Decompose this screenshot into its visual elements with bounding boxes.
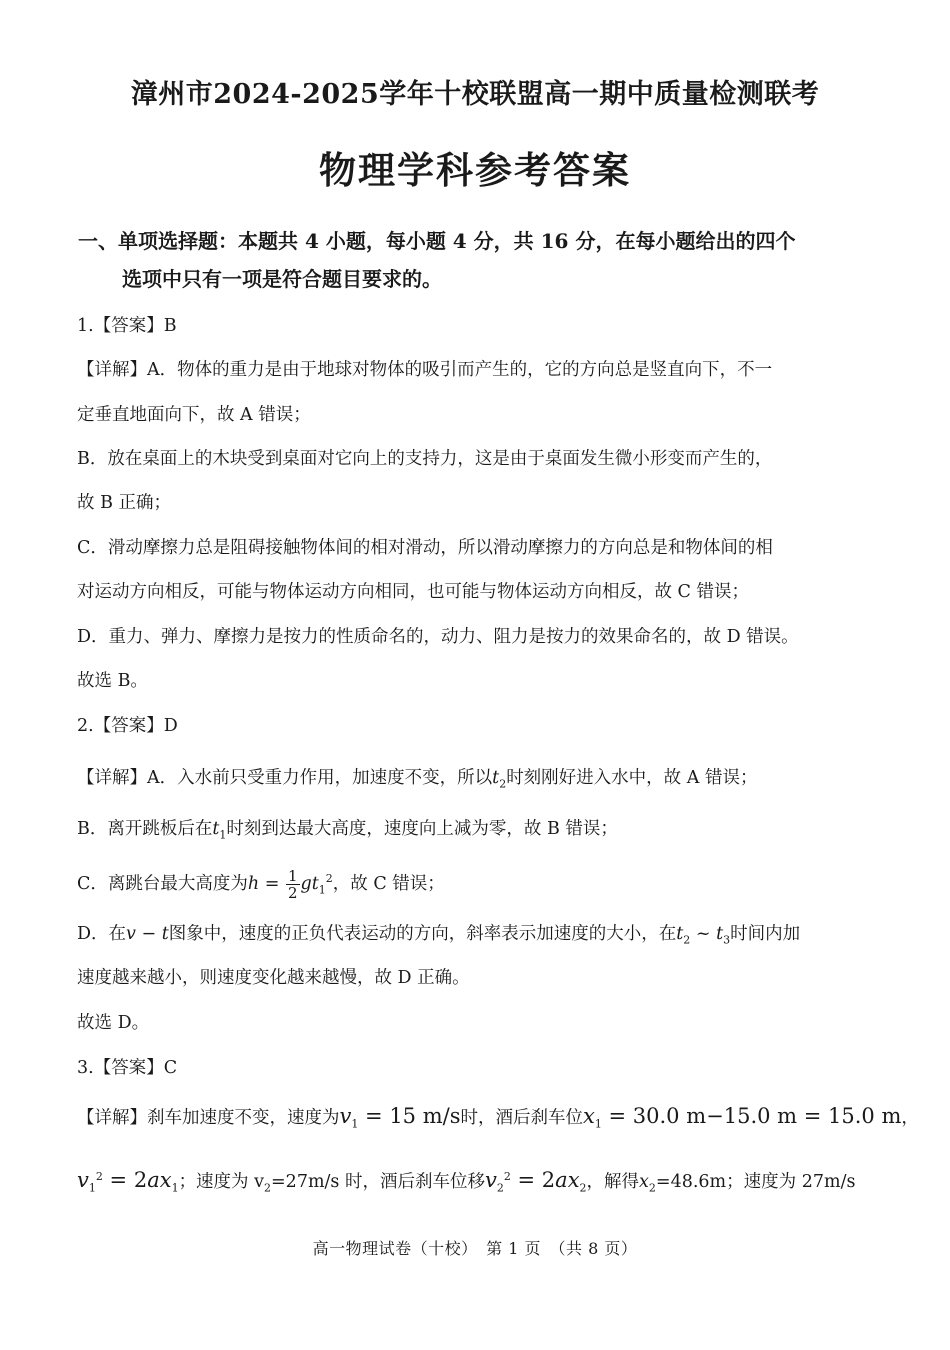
q3-l1-suffix: ， <box>901 1108 919 1128</box>
q3-l2-ax-sub: 1 <box>171 1181 179 1195</box>
q2-a-prefix: 【详解】A．入水前只受重力作用，加速度不变，所以 <box>77 768 493 788</box>
q3-l2-ax: ax <box>147 1167 172 1192</box>
q3-l2-middle-3: ，解得 <box>586 1171 640 1192</box>
q2-explanation-d <box>77 921 877 954</box>
q2-explanation-d-line-2: 速度越来越小，则速度变化越来越慢，故 D 正确。 <box>77 968 470 988</box>
q3-l2-v2-sub: 2 <box>496 1181 504 1195</box>
q1-explanation-line-7: D．重力、弹力、摩擦力是按力的性质命名的，动力、阻力是按力的效果命名的，故 D 错误。 <box>77 627 799 647</box>
q3-l1-middle: 时，酒后刹车位 <box>460 1108 583 1128</box>
q3-l1-v-sub: 1 <box>351 1117 359 1131</box>
q1-explanation-line-4: 故 B 正确； <box>77 493 171 513</box>
q2-c-eq: = <box>259 873 285 894</box>
q3-l2-suffix: =48.6m；速度为 27m/s <box>655 1171 856 1192</box>
q2-b-sub: 1 <box>219 828 227 842</box>
q2-d-t3: t <box>716 924 724 944</box>
q2-c-prefix: C．离跳台最大高度为 <box>77 873 248 894</box>
q2-c-fraction <box>286 868 300 901</box>
q1-explanation-line-5: C．滑动摩擦力总是阻碍接触物体间的相对滑动，所以滑动摩擦力的方向总是和物体间的相 <box>77 538 773 558</box>
q3-l2-ax2-sub: 2 <box>579 1181 587 1195</box>
q2-d-t2-sub: 2 <box>683 933 691 947</box>
q3-l2-ax2: ax <box>555 1167 580 1192</box>
q3-l2-x2: x <box>639 1171 649 1192</box>
q3-l1-x-eq: = 30.0 m−15.0 m = 15.0 m <box>601 1104 902 1128</box>
q3-l2-v-sub: 1 <box>88 1181 96 1195</box>
q3-l2-v2: v <box>484 1167 497 1192</box>
q2-d-prefix: D．在 <box>77 924 127 944</box>
q2-a-suffix: 时刻刚好进入水中，故 A 错误； <box>506 768 758 788</box>
q3-l2-v: v <box>77 1167 89 1192</box>
q2-conclusion: 故选 D。 <box>77 1013 150 1033</box>
q2-b-var: t <box>212 819 220 839</box>
q1-explanation-line-2: 定垂直地面向下，故 A 错误； <box>77 405 311 425</box>
document-title: 漳州市2024-2025学年十校联盟高一期中质量检测联考 <box>130 79 820 110</box>
q2-c-h: h <box>247 873 260 894</box>
q3-l1-x-sub: 1 <box>594 1117 602 1131</box>
q2-d-t2: t <box>676 924 684 944</box>
q3-l2-middle-2: =27m/s 时，酒后刹车位移 <box>271 1171 485 1192</box>
q2-a-sub: 2 <box>499 777 507 791</box>
q2-c-denominator: 2 <box>287 883 298 902</box>
q3-answer: 3.【答案】C <box>77 1058 178 1078</box>
page-footer: 高一物理试卷（十校） 第 1 页 （共 8 页） <box>312 1239 638 1258</box>
q2-answer: 2.【答案】D <box>77 716 178 736</box>
q1-explanation-line-6: 对运动方向相反，可能与物体运动方向相同，也可能与物体运动方向相反，故 C 错误； <box>77 582 750 602</box>
q2-b-prefix: B．离开跳板后在 <box>77 819 213 839</box>
q2-explanation-c <box>77 866 877 903</box>
q2-c-gt: gt <box>300 873 319 894</box>
q3-l2-v-sup: 2 <box>95 1170 103 1183</box>
q2-explanation-a <box>77 765 877 798</box>
q2-d-tilde: ~ <box>690 924 717 944</box>
q3-l1-v-eq: = 15 m/s <box>358 1104 461 1128</box>
q3-explanation-line-1 <box>77 1103 919 1138</box>
q3-l2-eq2: = 2 <box>510 1167 556 1192</box>
q2-d-suffix: 时间内加 <box>730 924 801 944</box>
q3-l2-v2-sup: 2 <box>503 1170 511 1183</box>
q2-c-suffix: ，故 C 错误； <box>332 873 445 894</box>
q3-l2-middle-1-sub: 2 <box>264 1181 272 1195</box>
q1-explanation-line-1: 【详解】A．物体的重力是由于地球对物体的吸引而产生的，它的方向总是竖直向下，不一 <box>77 360 773 380</box>
q1-explanation-line-3: B．放在桌面上的木块受到桌面对它向上的支持力，这是由于桌面发生微小形变而产生的， <box>77 449 773 469</box>
q2-a-var: t <box>492 768 500 788</box>
q3-l2-x2-sub: 2 <box>648 1181 656 1195</box>
q2-d-vt: v − t <box>126 924 169 944</box>
q3-explanation-line-2 <box>77 1164 877 1201</box>
q2-c-sup: 2 <box>325 872 333 885</box>
q3-l1-prefix: 【详解】刹车加速度不变，速度为 <box>77 1108 340 1128</box>
q2-b-suffix: 时刻到达最大高度，速度向上减为零，故 B 错误； <box>226 819 618 839</box>
q3-l1-v: v <box>339 1104 352 1128</box>
q3-l2-eq: = 2 <box>102 1167 148 1192</box>
q2-c-numerator: 1 <box>287 866 298 885</box>
section-heading-line-2: 选项中只有一项是符合题目要求的。 <box>122 267 442 291</box>
document-subtitle: 物理学科参考答案 <box>319 148 631 192</box>
section-heading-line-1: 一、单项选择题：本题共 4 小题，每小题 4 分，共 16 分，在每小题给出的四个 <box>78 229 796 253</box>
section-heading <box>78 222 878 298</box>
q3-l1-x: x <box>582 1104 595 1128</box>
q2-explanation-b <box>77 816 877 849</box>
q2-c-sub: 1 <box>318 883 326 897</box>
q2-d-t3-sub: 3 <box>723 933 731 947</box>
q3-l2-middle-1: ；速度为 v <box>178 1171 265 1192</box>
q2-d-middle: 图象中，速度的正负代表运动的方向，斜率表示加速度的大小，在 <box>168 924 677 944</box>
q1-conclusion: 故选 B。 <box>77 671 148 691</box>
q1-answer: 1.【答案】B <box>77 316 177 336</box>
